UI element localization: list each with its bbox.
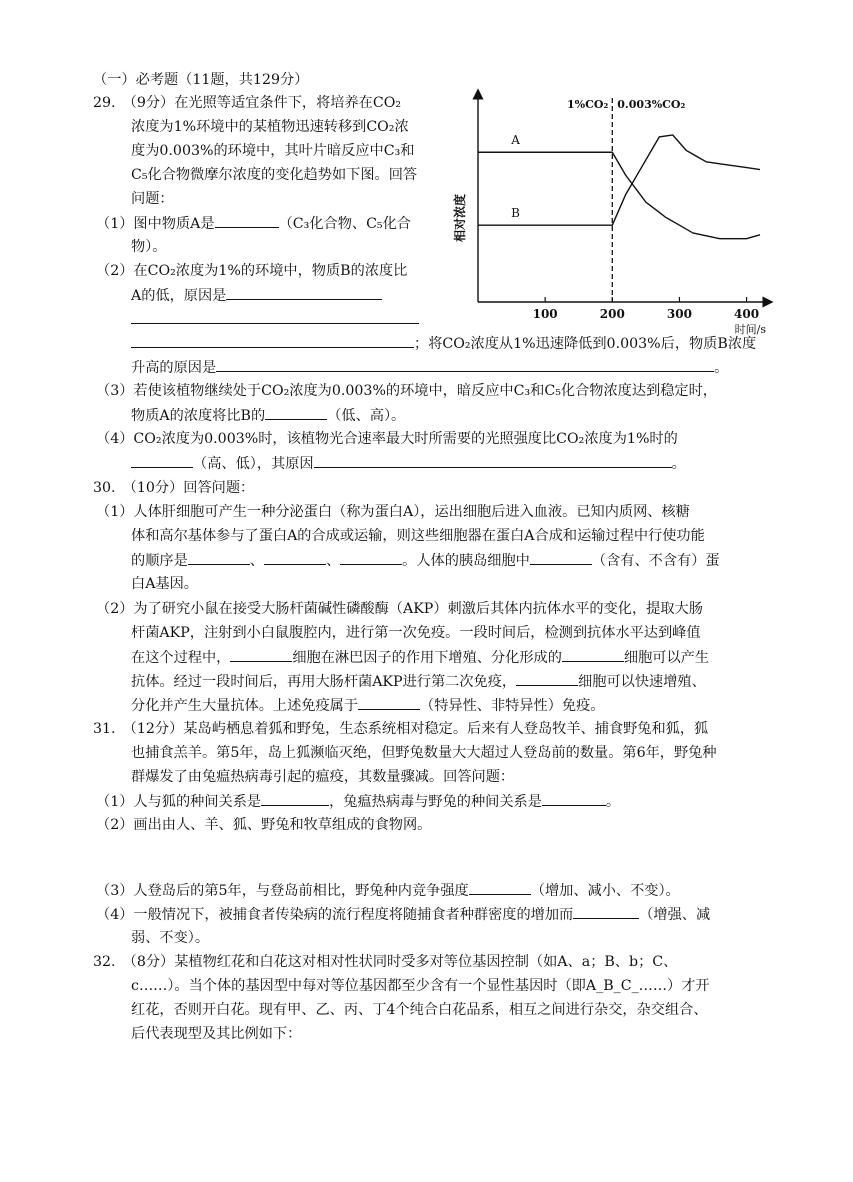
- q29-part2: [131, 285, 382, 306]
- q30-text: 体和高尔基体参与了蛋白A的合成或运输，则这些细胞器在蛋白A合成和运输过程中行使功能: [131, 528, 705, 544]
- concentration-chart: [450, 88, 780, 336]
- q30-text: 、: [249, 553, 264, 569]
- x-axis-label: 时间/s: [734, 323, 766, 336]
- region-label-low-co2: 0.003%CO₂: [617, 98, 686, 111]
- q30-text: 细胞在淋巴因子的作用下增殖、分化形成的: [292, 650, 562, 666]
- q29-line: 问题：: [131, 191, 174, 207]
- q31-text: （4）一般情况下，被捕食者传染病的流行程度将随捕食者种群密度的增加而: [96, 907, 574, 923]
- q29-line: 29. （9分）在光照等适宜条件下，将培养在CO₂: [93, 95, 402, 111]
- q30-text: 细胞可以产生: [623, 650, 710, 666]
- q30-text: 、: [325, 553, 341, 569]
- q29-line: 浓度为1%环境中的某植物迅速转移到CO₂浓: [131, 119, 409, 135]
- q30-text: （含有、不含有）蛋: [591, 553, 720, 569]
- q31-part3: [96, 880, 680, 901]
- answer-blank[interactable]: [216, 357, 714, 372]
- answer-blank[interactable]: [314, 453, 672, 468]
- q30-text: 白A基因。: [131, 576, 198, 592]
- q31-text: 。: [605, 794, 621, 810]
- q32-line: c……）。当个体的基因型中每对等位基因都至少含有一个显性基因时（即A_B_C_……）才开: [131, 978, 710, 994]
- answer-blank[interactable]: [358, 695, 420, 710]
- q29-text: （低、高）。: [327, 408, 406, 424]
- q31-text: （增强、减: [639, 907, 711, 923]
- q31-text: （2）画出由人、羊、狐、野兔和牧草组成的食物网。: [96, 817, 432, 833]
- section-title: （一）必考题（11题，共129分）: [93, 72, 309, 88]
- answer-blank[interactable]: [131, 309, 419, 324]
- q29-text: （3）若使该植物继续处于CO₂浓度为0.003%的环境中，暗反应中C₃和C₅化合物浓度达到稳定时，: [96, 383, 717, 399]
- q30-text: （1）人体肝细胞可产生一种分泌蛋白（称为蛋白A），运出细胞后进入血液。已知内质网、核糖: [96, 504, 690, 520]
- q30-part2c: [131, 695, 604, 716]
- q30-text: 的顺序是: [131, 553, 188, 569]
- q31-text: 弱、不变）。: [131, 930, 210, 946]
- x-tick-label: 300: [666, 307, 692, 321]
- answer-blank[interactable]: [230, 647, 292, 662]
- q31-line: 也捕食羔羊。第5年，岛上狐濒临灭绝，但野兔数量大大超过人登岛前的数量。第6年，野兔种: [131, 745, 717, 761]
- q31-text: ，兔瘟热病毒与野兔的种间关系是: [329, 794, 542, 810]
- answer-blank[interactable]: [265, 405, 327, 420]
- q29-text: （2）在CO₂浓度为1%的环境中，物质B的浓度比: [96, 263, 408, 279]
- series-line-b: [478, 135, 760, 225]
- q29-text: （1）图中物质A是: [96, 216, 215, 232]
- q30-part1: [131, 550, 720, 571]
- q29-text: （C₃化合物、C₅化合: [278, 216, 411, 232]
- q31-line: 群爆发了由兔瘟热病毒引起的瘟疫，其数量骤减。回答问题：: [131, 769, 515, 785]
- q31-part4: [96, 904, 710, 925]
- answer-blank[interactable]: [469, 880, 531, 895]
- x-tick-label: 400: [734, 307, 760, 321]
- q30-text: 在这个过程中，: [131, 650, 231, 666]
- answer-blank[interactable]: [215, 213, 279, 228]
- q30-text: 杆菌AKP，注射到小白鼠腹腔内，进行第一次免疫。一段时间后，检测到抗体水平达到峰值: [131, 625, 701, 641]
- region-label-high-co2: 1%CO₂: [567, 98, 609, 111]
- q30-line: 30. （10分）回答问题：: [93, 480, 255, 496]
- q32-line: 32. （8分）某植物红花和白花这对相对性状同时受多对等位基因控制（如A、a；B、b；C、: [93, 954, 678, 970]
- answer-blank[interactable]: [562, 647, 624, 662]
- answer-blank[interactable]: [261, 791, 329, 806]
- q29-text: （高、低），其原因: [193, 456, 314, 472]
- q29-part2-cont: [131, 333, 756, 354]
- answer-blank[interactable]: [340, 550, 402, 565]
- q30-part2: [131, 647, 709, 668]
- q30-text: 。人体的胰岛细胞中: [402, 553, 530, 569]
- answer-blank[interactable]: [516, 671, 578, 686]
- q31-part1: [96, 791, 620, 812]
- q29-text: ；将CO₂浓度从1%迅速降低到0.003%后，物质B浓度: [414, 336, 757, 352]
- q29-text: A的低，原因是: [131, 288, 227, 304]
- q31-text: （1）人与狐的种间关系是: [96, 794, 262, 810]
- q29-line: 度为0.003%的环境中，其叶片暗反应中C₃和: [131, 143, 415, 159]
- q29-part4: [131, 453, 686, 474]
- series-label-b: B: [511, 206, 521, 221]
- q30-text: （2）为了研究小鼠在接受大肠杆菌碱性磷酸酶（AKP）刺激后其体内抗体水平的变化，提取大肠: [96, 601, 703, 617]
- q29-text: （4）CO₂浓度为0.003%时，该植物光合速率最大时所需要的光照强度比CO₂浓度为1%时的: [96, 431, 678, 447]
- q29-text: 。: [714, 360, 729, 376]
- q31-text: （增加、减小、不变）。: [530, 883, 680, 899]
- series-label-a: A: [511, 133, 520, 148]
- q30-part2b: [131, 671, 706, 692]
- q29-text: 升高的原因是: [131, 360, 217, 376]
- q29-line: C₅化合物微摩尔浓度的变化趋势如下图。回答: [131, 167, 418, 183]
- answer-blank[interactable]: [530, 550, 592, 565]
- q29-text: 。: [671, 456, 686, 472]
- answer-blank[interactable]: [131, 333, 414, 348]
- answer-blank[interactable]: [226, 285, 382, 300]
- q29-part3: [131, 405, 405, 426]
- q32-line: 后代表现型及其比例如下：: [131, 1026, 302, 1042]
- q30-text: 分化并产生大量抗体。上述免疫属于: [131, 698, 359, 714]
- answer-blank[interactable]: [264, 550, 326, 565]
- y-axis-label: 相对浓度: [453, 193, 467, 243]
- q30-text: 抗体。经过一段时间后，再用大肠杆菌AKP进行第二次免疫，: [131, 674, 517, 690]
- q29-text: 物）。: [131, 239, 167, 255]
- answer-blank[interactable]: [542, 791, 606, 806]
- q29-blank-line: [131, 309, 419, 330]
- answer-blank[interactable]: [188, 550, 250, 565]
- answer-blank[interactable]: [573, 904, 639, 919]
- q29-text: 物质A的浓度将比B的: [131, 408, 266, 424]
- x-tick-label: 100: [532, 307, 558, 321]
- q29-part1: [96, 213, 411, 234]
- q29-part2-end: [131, 357, 728, 378]
- x-tick-label: 200: [599, 307, 625, 321]
- q30-text: 细胞可以快速增殖、: [578, 674, 706, 690]
- q30-text: （特异性、非特异性）免疫。: [420, 698, 605, 714]
- q31-text: （3）人登岛后的第5年，与登岛前相比，野兔种内竞争强度: [96, 883, 469, 899]
- q31-line: 31. （12分）某岛屿栖息着狐和野兔，生态系统相对稳定。后来有人登岛牧羊、捕食野兔和狐，狐: [93, 721, 709, 737]
- q32-line: 红花，否则开白花。现有甲、乙、丙、丁4个纯合白花品系，相互之间进行杂交，杂交组合、: [131, 1002, 708, 1018]
- answer-blank[interactable]: [131, 453, 193, 468]
